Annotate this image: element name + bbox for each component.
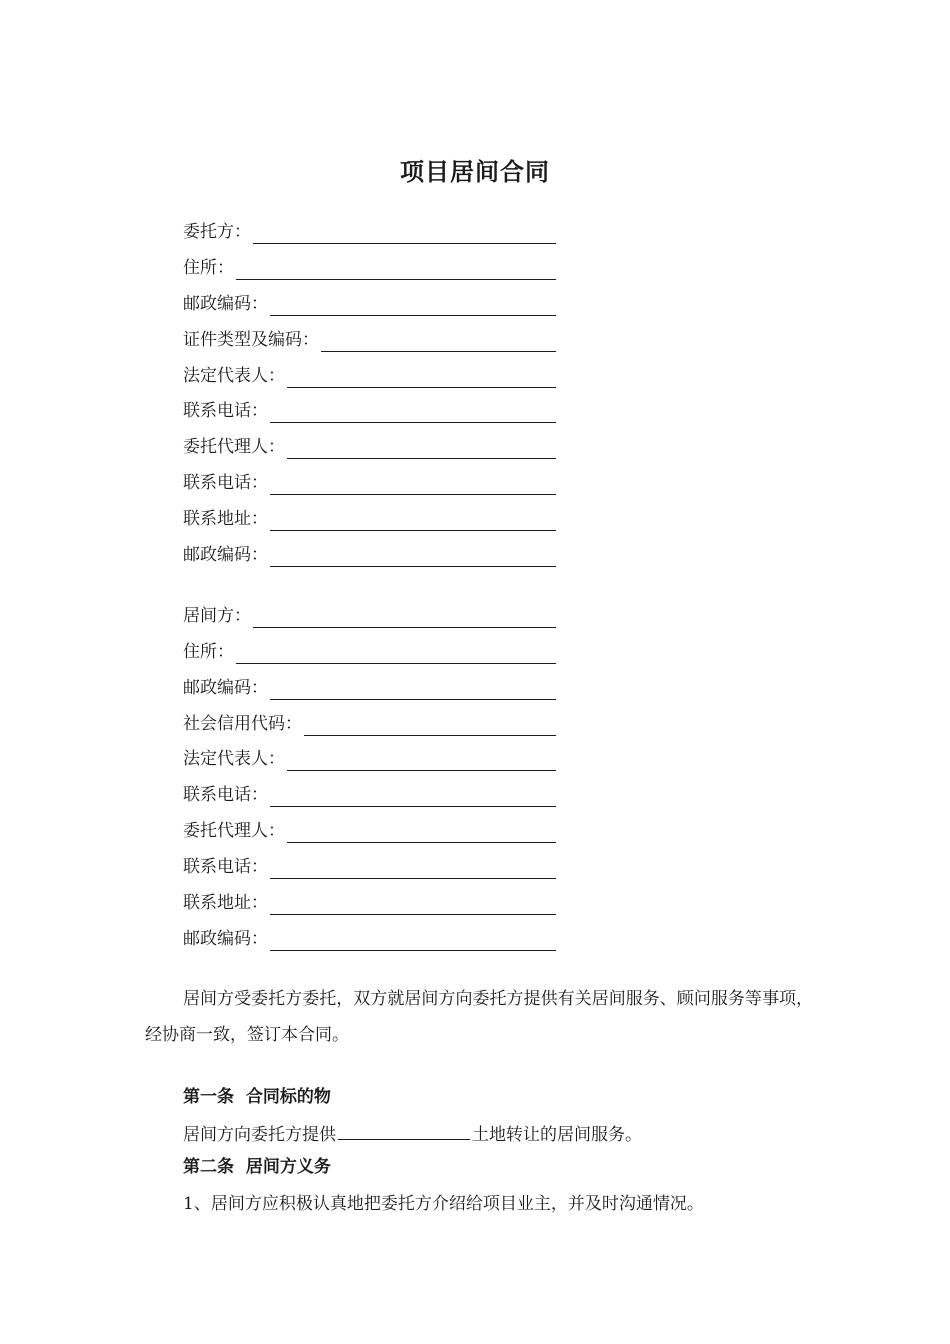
intermediary-party-postcode-field: [183, 674, 556, 700]
article-1-text-before: 居间方向委托方提供: [183, 1125, 336, 1145]
intermediary-party-agent-field: [183, 817, 556, 843]
field-label: 委托代理人：: [183, 437, 285, 457]
entrusting-party-agent-phone-field: [183, 469, 556, 495]
field-label: 联系电话：: [183, 473, 268, 493]
intermediary-party-legal-rep-field: [183, 745, 556, 771]
intermediary-party-agent-phone-field: [183, 853, 556, 879]
entrusting-party-legal-rep-field: [183, 362, 556, 388]
fill-in-blank[interactable]: [270, 512, 556, 531]
fill-in-blank[interactable]: [270, 860, 556, 879]
field-label: 法定代表人：: [183, 749, 285, 769]
article-1-text: [183, 1121, 642, 1147]
intermediary-party-phone-field: [183, 781, 556, 807]
intermediary-party-contact-postcode-field: [183, 925, 556, 951]
entrusting-party-phone-field: [183, 397, 556, 423]
field-label: 住所：: [183, 642, 234, 662]
article-1-text-after: 土地转让的居间服务。: [472, 1125, 642, 1145]
field-label: 证件类型及编码：: [183, 330, 319, 350]
fill-in-blank[interactable]: [287, 440, 556, 459]
article-2-heading: 第二条 居间方义务: [183, 1157, 331, 1177]
field-label: 邮政编码：: [183, 545, 268, 565]
fill-in-blank[interactable]: [287, 752, 556, 771]
field-label: 法定代表人：: [183, 366, 285, 386]
fill-in-blank[interactable]: [321, 333, 556, 352]
entrusting-party-contact-postcode-field: [183, 541, 556, 567]
fill-in-blank[interactable]: [270, 404, 556, 423]
intermediary-party-name-field: [183, 602, 556, 628]
entrusting-party-name-field: [183, 218, 556, 244]
intermediary-party-address-field: [183, 638, 556, 664]
document-title: 项目居间合同: [400, 158, 550, 186]
entrusting-party-id-field: [183, 326, 556, 352]
intermediary-party-contact-address-field: [183, 889, 556, 915]
article-1-heading: 第一条 合同标的物: [183, 1087, 331, 1107]
fill-in-blank[interactable]: [253, 225, 556, 244]
field-label: 联系地址：: [183, 509, 268, 529]
fill-in-blank[interactable]: [236, 645, 556, 664]
field-label: 联系电话：: [183, 401, 268, 421]
field-label: 社会信用代码：: [183, 714, 302, 734]
field-label: 联系电话：: [183, 857, 268, 877]
fill-in-blank[interactable]: [253, 609, 556, 628]
fill-in-blank[interactable]: [270, 896, 556, 915]
fill-in-blank[interactable]: [287, 824, 556, 843]
fill-in-blank[interactable]: [270, 681, 556, 700]
fill-in-blank[interactable]: [270, 476, 556, 495]
intermediary-party-credit-code-field: [183, 710, 556, 736]
fill-in-blank[interactable]: [287, 369, 556, 388]
field-label: 邮政编码：: [183, 294, 268, 314]
article-2-item-1: 1、居间方应积极认真地把委托方介绍给项目业主，并及时沟通情况。: [183, 1194, 704, 1214]
preamble-paragraph: 居间方受委托方委托，双方就居间方向委托方提供有关居间服务、顾问服务等事项，经协商一致，签订本合同。: [145, 989, 813, 1045]
fill-in-blank[interactable]: [270, 788, 556, 807]
fill-in-blank[interactable]: [236, 261, 556, 280]
fill-in-blank[interactable]: [270, 297, 556, 316]
fill-in-blank[interactable]: [270, 548, 556, 567]
fill-in-blank[interactable]: [270, 932, 556, 951]
field-label: 委托代理人：: [183, 821, 285, 841]
field-label: 邮政编码：: [183, 929, 268, 949]
entrusting-party-agent-field: [183, 433, 556, 459]
field-label: 联系电话：: [183, 785, 268, 805]
fill-in-blank[interactable]: [304, 717, 556, 736]
entrusting-party-contact-address-field: [183, 505, 556, 531]
entrusting-party-address-field: [183, 254, 556, 280]
field-label: 邮政编码：: [183, 678, 268, 698]
entrusting-party-postcode-field: [183, 290, 556, 316]
field-label: 联系地址：: [183, 893, 268, 913]
field-label: 住所：: [183, 258, 234, 278]
field-label: 委托方：: [183, 222, 251, 242]
fill-in-blank[interactable]: [338, 1121, 470, 1140]
field-label: 居间方：: [183, 606, 251, 626]
